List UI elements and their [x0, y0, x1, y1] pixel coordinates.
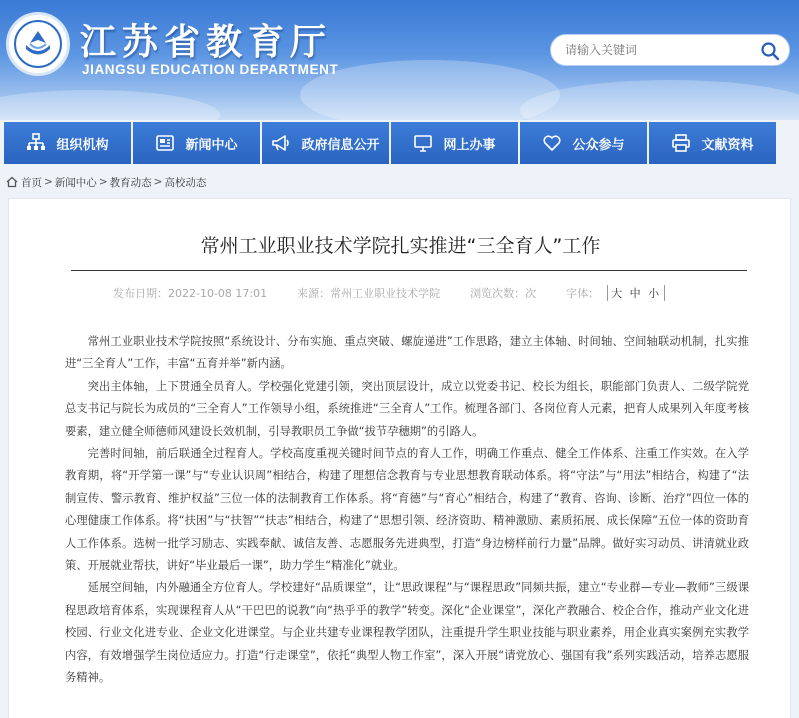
- nav-item-label: 文献资料: [701, 137, 754, 153]
- article-source: 来源：常州工业职业技术学院: [297, 287, 441, 300]
- heart-icon: [542, 133, 562, 153]
- breadcrumb-separator: >: [153, 176, 163, 188]
- search-button[interactable]: [759, 40, 781, 62]
- nav-item-label: 新闻中心: [185, 137, 238, 153]
- nav-item-label: 组织机构: [56, 137, 109, 153]
- breadcrumb-separator: >: [98, 176, 108, 188]
- breadcrumb-home[interactable]: 首页: [21, 176, 42, 189]
- site-subtitle: JIANGSU EDUCATION DEPARTMENT: [82, 62, 339, 77]
- nav-item-online-service[interactable]: [391, 122, 518, 164]
- view-count: 浏览次数：次: [470, 287, 537, 300]
- nav-item-public-participation[interactable]: [520, 122, 647, 164]
- search-icon: [760, 41, 780, 61]
- font-size-options: [607, 285, 665, 301]
- font-size-medium[interactable]: 中: [629, 287, 643, 300]
- megaphone-icon: [271, 133, 291, 153]
- header-cloud: [0, 90, 220, 120]
- nav-item-label: 网上办事: [443, 137, 496, 153]
- title-divider: [71, 270, 747, 271]
- home-icon: [6, 176, 18, 188]
- search-input[interactable]: [565, 35, 765, 65]
- breadcrumb: [6, 174, 206, 190]
- monitor-icon: [413, 133, 433, 153]
- breadcrumb-news-center[interactable]: 新闻中心: [54, 176, 97, 189]
- article-paragraph: 常州工业职业技术学院按照“系统设计、分布实施、重点突破、螺旋递进”工作思路，建立主体轴、时间轴、空间轴联动机制，扎实推进“三全育人”工作，丰富“五育并举”新内涵。: [65, 335, 749, 371]
- site-header: [0, 0, 799, 120]
- nav-item-documents[interactable]: [649, 122, 776, 164]
- article-body: [65, 331, 749, 690]
- nav-item-news[interactable]: [133, 122, 260, 164]
- site-logo[interactable]: [6, 12, 70, 76]
- org-chart-icon: [26, 133, 46, 153]
- printer-icon: [671, 133, 691, 153]
- publish-date: 发布日期：2022-10-08 17:01: [113, 287, 268, 300]
- article-paragraph: 完善时间轴，前后联通全过程育人。学校高度重视关键时间节点的育人工作，明确工作重点、健全工作体系、注重工作实效。在入学教育期，将“开学第一课”与“专业认识周”相结合，构建了理想信念教育与专业思想教育联动体系。将“守法”与“用法”相结合，构建了“法制宣传、警示教育、维护权益”三位一体的法制教育工作体系。将“育德”与“育心”相结合，构建了“教育、咨询、诊断、治疗”四位一体的心理健康工作体系。将“扶困”与“扶智”“扶志”相结合，构建了“思想引领、经济资助、精神激励、素质拓展、成长保障”五位一体的资助育人工作体系。选树一批学习励志、实践奉献、诚信友善、志愿服务先进典型，打造“身边榜样前行力量”品牌。做好实习动员、讲清就业政策、开展就业帮扶，讲好“毕业最后一课”，助力学生“精准化”就业。: [65, 447, 749, 573]
- header-cloud: [520, 80, 799, 120]
- nav-item-org[interactable]: [4, 122, 131, 164]
- nav-item-label: 公众参与: [572, 137, 625, 153]
- font-size-label: 字体：: [566, 287, 600, 300]
- article-meta: [113, 285, 665, 301]
- newspaper-icon: [155, 133, 175, 153]
- breadcrumb-education-news[interactable]: 教育动态: [109, 176, 152, 189]
- font-size-control: [566, 285, 665, 301]
- logo-emblem-icon: [14, 20, 62, 68]
- font-size-large[interactable]: 大: [611, 287, 625, 300]
- nav-item-label: 政府信息公开: [301, 137, 380, 153]
- font-size-small[interactable]: 小: [648, 287, 662, 300]
- nav-item-gov-info[interactable]: [262, 122, 389, 164]
- article-paragraph: 突出主体轴，上下贯通全员育人。学校强化党建引领，突出顶层设计，成立以党委书记、校长为组长，职能部门负责人、二级学院党总支书记与院长为成员的“三全育人”工作领导小组，系统推进“三全育人”工作。梳理各部门、各岗位育人元素，把育人成果列入年度考核要素，建立健全师德师风建设长效机制，引导教职员工争做“拔节孕穗期”的引路人。: [65, 379, 749, 438]
- search-box: [550, 34, 790, 66]
- article-paragraph: 延展空间轴，内外融通全方位育人。学校建好“品质课堂”，让“思政课程”与“课程思政”同频共振，建立“专业群—专业—教师”三级课程思政培育体系，实现课程育人从“干巴巴的说教”向“热乎乎的教学”转变。深化“企业课堂”，深化产教融合、校企合作，推动产业文化进校园、行业文化进专业、企业文化进课堂。与企业共建专业课程教学团队，注重提升学生职业技能与职业素养，用企业真实案例充实教学内容，有效增强学生岗位适应力。打造“行走课堂”，依托“典型人物工作室”，深入开展“请党放心、强国有我”系列实践活动，培养志愿服务精神。: [65, 581, 749, 685]
- article-card: [8, 198, 791, 718]
- article-title: 常州工业职业技术学院扎实推进“三全育人”工作: [200, 235, 601, 257]
- breadcrumb-university-news[interactable]: 高校动态: [164, 176, 207, 189]
- site-title: 江苏省教育厅: [80, 22, 333, 63]
- breadcrumb-separator: >: [44, 176, 53, 188]
- main-nav: [0, 122, 799, 164]
